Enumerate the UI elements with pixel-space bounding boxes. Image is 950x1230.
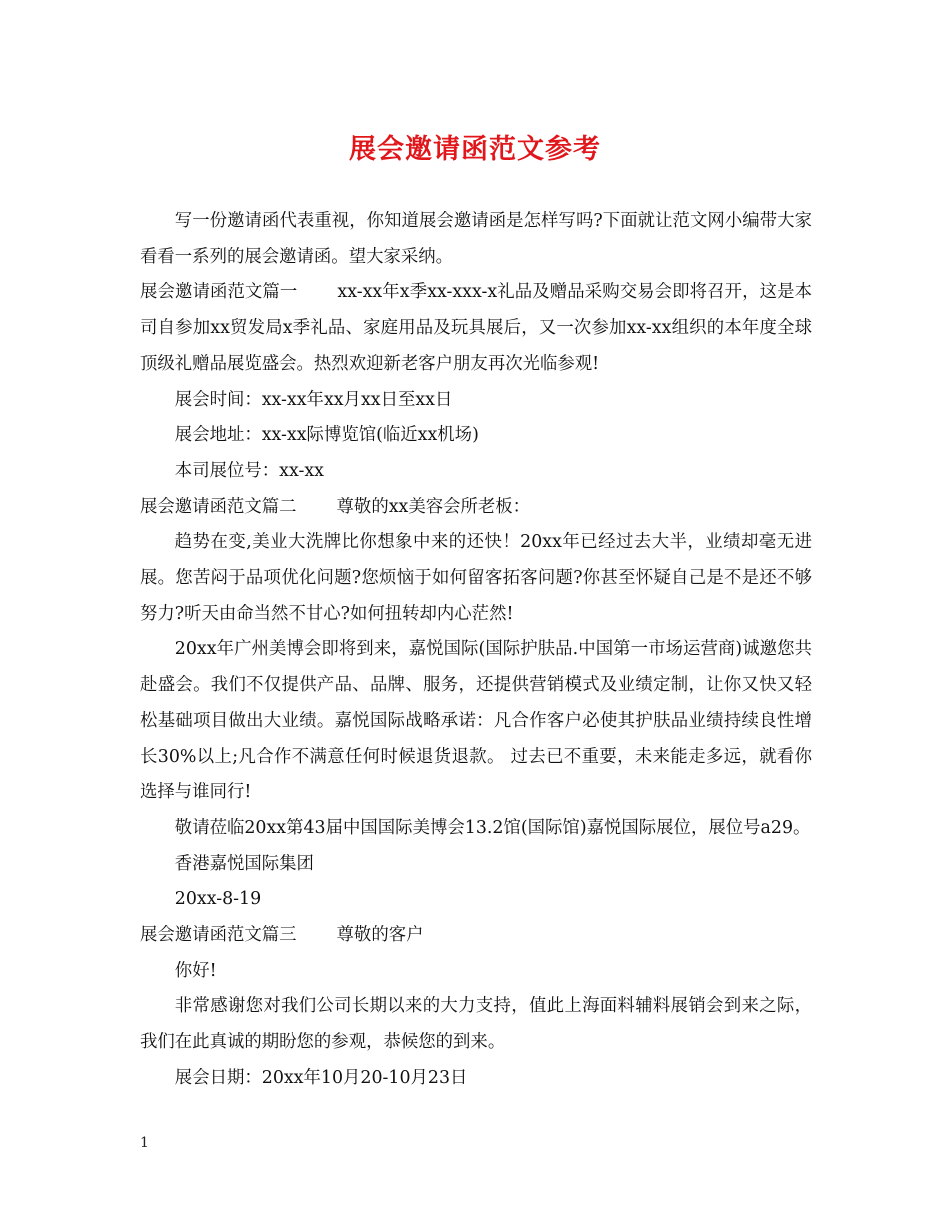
paragraph-intro: 写一份邀请函代表重视，你知道展会邀请函是怎样写吗?下面就让范文网小编带大家看看一系列的展会邀请函。望大家采纳。 bbox=[140, 211, 812, 267]
paragraph-invitation: 20xx年广州美博会即将到来，嘉悦国际(国际护肤品.中国第一市场运营商)诚邀您共赴盛会。我们不仅提供产品、品牌、服务，还提供营销模式及业绩定制，让你又快又轻松基础项目做出大业绩。嘉悦国际战略承诺：凡合作客户必使其护肤品业绩持续良性增长30%以上;凡合作不满意任何时候退货退款。 过去已不重要，未来能走多远，就看你选择与谁同行! bbox=[140, 639, 812, 803]
paragraph-date: 20xx-8-19 bbox=[174, 889, 262, 910]
paragraph-visit: 敬请莅临20xx第43届中国国际美博会13.2馆(国际馆)嘉悦国际展位，展位号a29。 bbox=[174, 817, 811, 838]
section-text-3: 尊敬的客户 bbox=[336, 925, 424, 946]
paragraph-greeting: 你好! bbox=[174, 960, 217, 981]
document-body bbox=[140, 204, 812, 1097]
paragraph-thanks: 非常感谢您对我们公司长期以来的大力支持，值此上海面料辅料展销会到来之际，我们在此真诚的期盼您的参观，恭候您的到来。 bbox=[140, 996, 812, 1053]
section-heading-1 bbox=[140, 275, 812, 382]
paragraph-exhibition-time: 展会时间：xx-xx年xx月xx日至xx日 bbox=[174, 389, 453, 410]
section-label-1: 展会邀请函范文篇一 bbox=[140, 282, 298, 303]
paragraph-trend: 趋势在变,美业大洗牌比你想象中来的还快！20xx年已经过去大半，业绩却毫无进展。您苦闷于品项优化问题?您烦恼于如何留客拓客问题?你甚至怀疑自己是不是还不够努力?听天由命当然不甘心?如何扭转却内心茫然! bbox=[140, 532, 812, 624]
document-title: 展会邀请函范文参考 bbox=[349, 134, 601, 165]
section-text-2: 尊敬的xx美容会所老板： bbox=[336, 496, 531, 517]
section-text-1: xx-xx年x季xx-xxx-x礼品及赠品采购交易会即将召开，这是本司自参加xx贸发局x季礼品、家庭用品及玩具展后，又一次参加xx-xx组织的本年度全球顶级礼赠品展览盛会。热烈欢迎新老客户朋友再次光临参观! bbox=[140, 282, 812, 374]
paragraph-booth-number: 本司展位号：xx-xx bbox=[174, 460, 324, 481]
paragraph-signature: 香港嘉悦国际集团 bbox=[174, 853, 314, 874]
section-heading-2 bbox=[140, 490, 812, 526]
section-label-3: 展会邀请函范文篇三 bbox=[140, 925, 297, 946]
section-heading-3 bbox=[140, 918, 812, 954]
page-number: 1 bbox=[140, 1135, 149, 1151]
paragraph-exhibition-address: 展会地址：xx-xx际博览馆(临近xx机场) bbox=[174, 425, 479, 446]
section-label-2: 展会邀请函范文篇二 bbox=[140, 496, 297, 517]
paragraph-exhibition-date: 展会日期：20xx年10月20-10月23日 bbox=[174, 1067, 468, 1088]
